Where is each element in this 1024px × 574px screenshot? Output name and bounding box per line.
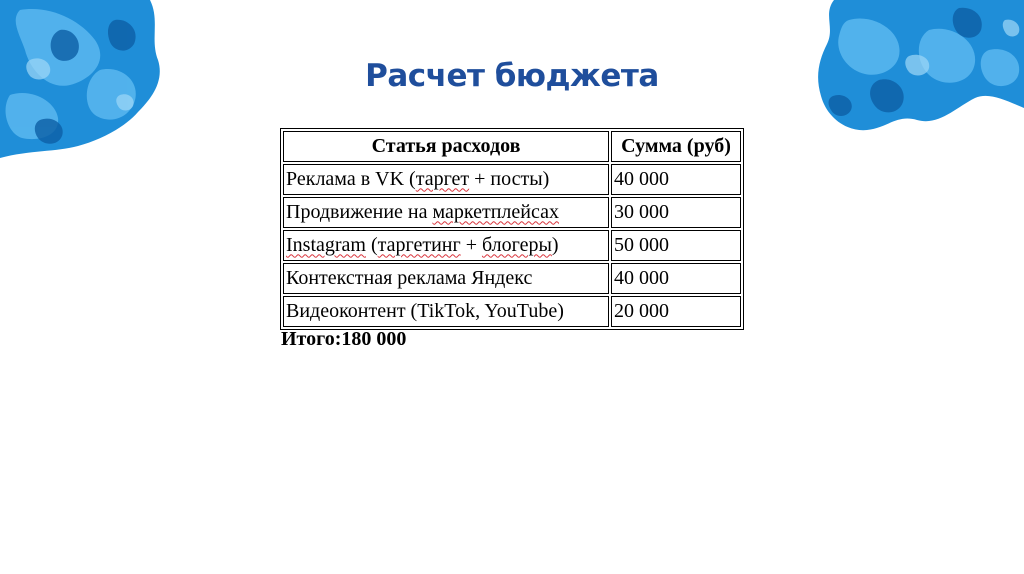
total-label: Итого:180 000 <box>281 328 407 350</box>
header-item: Статья расходов <box>283 131 609 162</box>
row-sum-marketplaces: 30 000 <box>611 197 741 228</box>
row-item-instagram: Instagram (таргетинг + блогеры) <box>283 230 609 261</box>
row-item-video: Видеоконтент (TikTok, YouTube) <box>283 296 609 327</box>
table-row <box>283 164 741 195</box>
spellcheck-underlined-word: маркетплейсах <box>432 200 559 223</box>
row-item-yandex: Контекстная реклама Яндекс <box>283 263 609 294</box>
table-row <box>283 197 741 228</box>
spellcheck-underlined-word: Instagram <box>286 233 366 256</box>
table-row <box>283 296 741 327</box>
table-header-row <box>283 131 741 162</box>
budget-table-container <box>280 128 744 330</box>
table-row <box>283 230 741 261</box>
row-sum-yandex: 40 000 <box>611 263 741 294</box>
slide-title: Расчет бюджета <box>365 58 659 94</box>
spellcheck-underlined-word: блогеры <box>481 233 552 256</box>
row-sum-instagram: 50 000 <box>611 230 741 261</box>
row-sum-video: 20 000 <box>611 296 741 327</box>
header-sum: Сумма (руб) <box>611 131 741 162</box>
budget-table <box>280 128 744 330</box>
row-sum-vk: 40 000 <box>611 164 741 195</box>
spellcheck-underlined-word: таргет <box>415 167 470 190</box>
row-item-marketplaces: Продвижение на маркетплейсах <box>283 197 609 228</box>
row-item-vk: Реклама в VK (таргет + посты) <box>283 164 609 195</box>
table-row <box>283 263 741 294</box>
spellcheck-underlined-word: таргетинг <box>377 233 461 256</box>
